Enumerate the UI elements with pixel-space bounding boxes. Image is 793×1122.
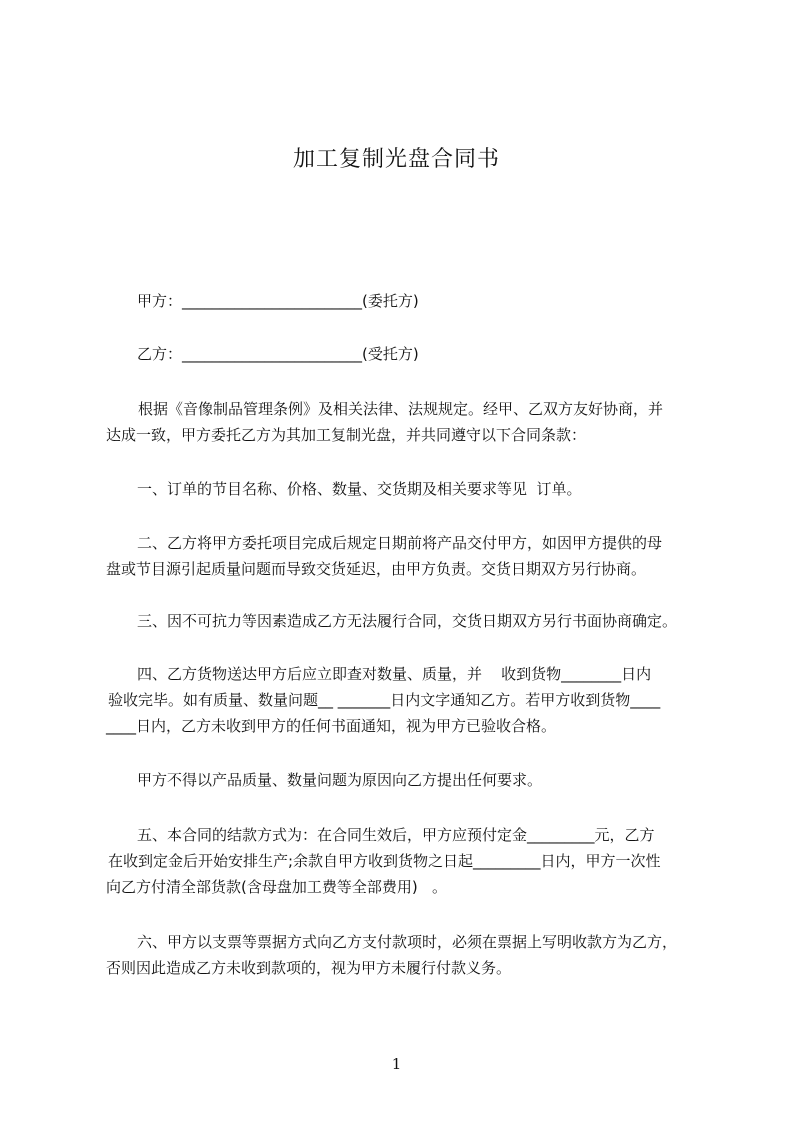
clause-5-line-1: 五、本合同的结款方式为：在合同生效后，甲方应预付定金_________元，乙方: [137, 826, 655, 844]
note-line-1: 甲方不得以产品质量、数量问题为原因向乙方提出任何要求。: [137, 771, 543, 789]
clause-5-line-2: 在收到定金后开始安排生产;余款自甲方收到货物之日起_________日内，甲方一次性: [108, 852, 661, 870]
party-b-line: 乙方：________________________(受托方): [137, 345, 419, 363]
clause-4-line-1: 四、乙方货物送达甲方后应立即查对数量、质量，并 收到货物________日内: [137, 665, 652, 683]
clause-1-line-1: 一、订单的节目名称、价格、数量、交货期及相关要求等见 订单。: [137, 480, 582, 498]
clause-3-line-1: 三、因不可抗力等因素造成乙方无法履行合同，交货日期双方另行书面协商确定。: [137, 612, 678, 630]
clause-2-line-2: 盘或节目源引起质量问题而导致交货延迟，由甲方负责。交货日期双方另行协商。: [106, 560, 647, 578]
clause-6-line-1: 六、甲方以支票等票据方式向乙方支付款项时，必须在票据上写明收款方为乙方，: [137, 933, 678, 951]
preamble-line-2: 达成一致，甲方委托乙方为其加工复制光盘，并共同遵守以下合同条款：: [106, 426, 587, 444]
preamble-line-1: 根据《音像制品管理条例》及相关法律、法规规定。经甲、乙双方友好协商，并: [138, 400, 664, 418]
party-a-line: 甲方：________________________(委托方): [137, 292, 419, 310]
document-title: 加工复制光盘合同书: [292, 147, 500, 172]
clause-6-line-2: 否则因此造成乙方未收到款项的，视为甲方未履行付款义务。: [106, 959, 512, 977]
clause-4-line-2: 验收完毕。如有质量、数量问题__ _______日内文字通知乙方。若甲方收到货物____: [108, 691, 661, 709]
page-number: 1: [391, 1055, 402, 1073]
clause-2-line-1: 二、乙方将甲方委托项目完成后规定日期前将产品交付甲方，如因甲方提供的母: [137, 534, 663, 552]
clause-5-line-3: 向乙方付清全部货款(含母盘加工费等全部费用) 。: [106, 878, 448, 896]
clause-4-line-3: ____日内，乙方未收到甲方的任何书面通知，视为甲方已验收合格。: [106, 717, 557, 735]
